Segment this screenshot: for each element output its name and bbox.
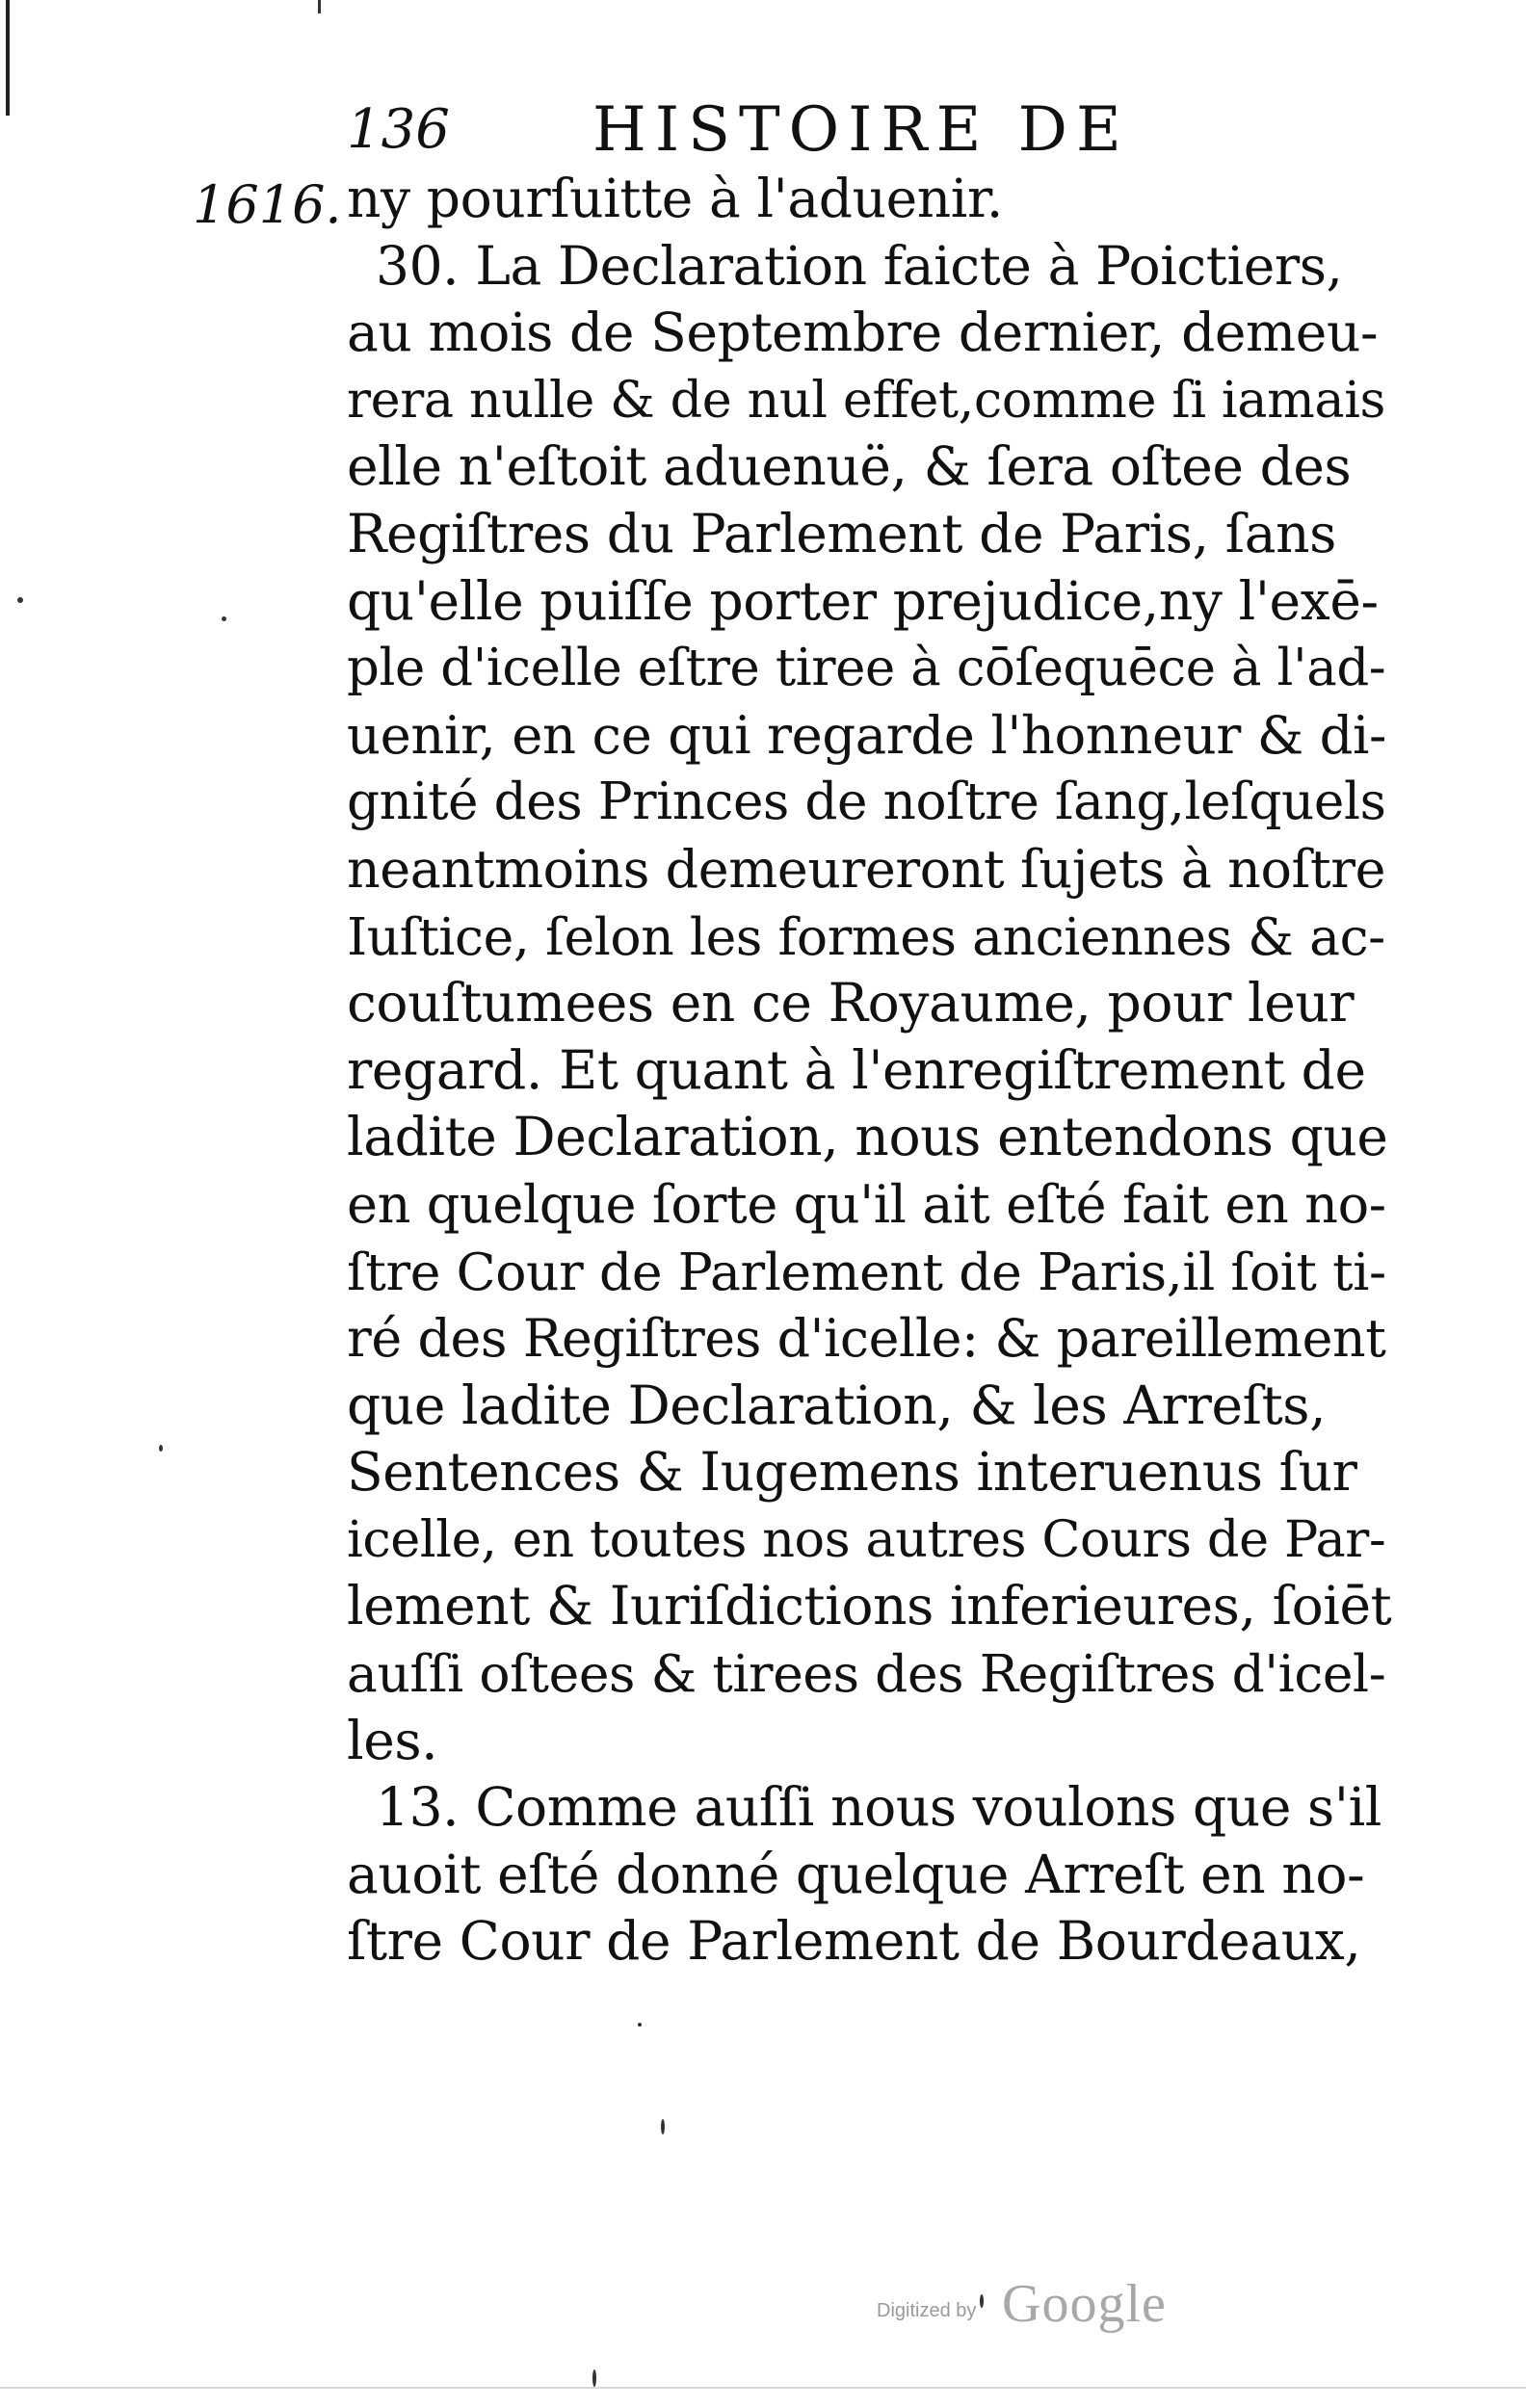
- running-head: [347, 87, 1214, 173]
- text-line: auoit eſté donné quelque Arreſt en no-: [347, 1843, 1365, 1905]
- text-line: Regiſtres du Parlement de Paris, ſans: [347, 502, 1336, 564]
- running-title: HISTOIRE DE: [592, 94, 1130, 166]
- text-line: 30. La Declaration faicte à Poictiers,: [376, 234, 1343, 297]
- page-number: 136: [347, 98, 450, 161]
- body-text: [347, 166, 1397, 1976]
- text-line: 13. Comme auſſi nous voulons que s'il: [376, 1776, 1381, 1839]
- text-line: couſtumees en ce Royaume, pour leur: [347, 972, 1355, 1034]
- scan-edge-mark: [318, 0, 321, 13]
- text-line: ple d'icelle eſtre tiree à cōſequēce à l'ad-: [347, 639, 1386, 698]
- text-line: ré des Regiſtres d'icelle: & pareillement: [347, 1308, 1386, 1370]
- text-line: Sentences & Iugemens interuenus ſur: [347, 1441, 1357, 1504]
- ink-speck: [159, 1445, 163, 1452]
- google-logo: Google: [1002, 2274, 1167, 2334]
- scan-edge-mark: [6, 0, 10, 116]
- text-line: neantmoins demeureront ſujets à noſtre: [347, 838, 1386, 900]
- text-line: en quelque ſorte qu'il ait eſté fait en no-: [347, 1173, 1386, 1235]
- digitized-by-label: Digitized by: [877, 2300, 977, 2321]
- ink-speck: [661, 2119, 665, 2134]
- ink-speck: [592, 2369, 596, 2387]
- text-line: gnité des Princes de noſtre ſang,leſquels: [347, 772, 1386, 832]
- ink-speck: [17, 597, 23, 603]
- text-line: ladite Declaration, nous entendons que: [347, 1106, 1388, 1168]
- text-line: rera nulle & de nul effet,comme ſi iamais: [347, 370, 1386, 430]
- text-line: lement & Iuriſdictions inferieures, ſoiēt: [347, 1575, 1392, 1637]
- text-line: Iuſtice, ſelon les formes anciennes & ac-: [347, 905, 1385, 967]
- text-line: ny pourſuitte à l'aduenir.: [347, 168, 1003, 229]
- text-line: qu'elle puiſſe porter prejudice,ny l'exē-: [347, 569, 1379, 632]
- margin-year: 1616.: [193, 174, 342, 235]
- text-line: elle n'eſtoit aduenuë, & ſera oſtee des: [347, 435, 1352, 498]
- text-line: uenir, en ce qui regarde l'honneur & di-: [347, 704, 1386, 766]
- ink-speck: [222, 616, 226, 621]
- text-line: au mois de Septembre dernier, demeu-: [347, 301, 1379, 364]
- text-line: regard. Et quant à l'enregiſtrement de: [347, 1038, 1366, 1101]
- google-watermark: [877, 2273, 1223, 2341]
- text-line: icelle, en toutes nos autres Cours de Par-: [347, 1509, 1386, 1569]
- ink-speck: [638, 2023, 642, 2027]
- scan-bottom-edge: [0, 2387, 1526, 2389]
- text-line: auſſi oſtees & tirees des Regiſtres d'icel-: [347, 1643, 1386, 1705]
- text-line: que ladite Declaration, & les Arreſts,: [347, 1374, 1327, 1436]
- text-line: ſtre Cour de Parlement de Bourdeaux,: [347, 1910, 1361, 1973]
- text-line: les.: [347, 1709, 438, 1771]
- text-line: ſtre Cour de Parlement de Paris,il ſoit ti-: [347, 1241, 1386, 1302]
